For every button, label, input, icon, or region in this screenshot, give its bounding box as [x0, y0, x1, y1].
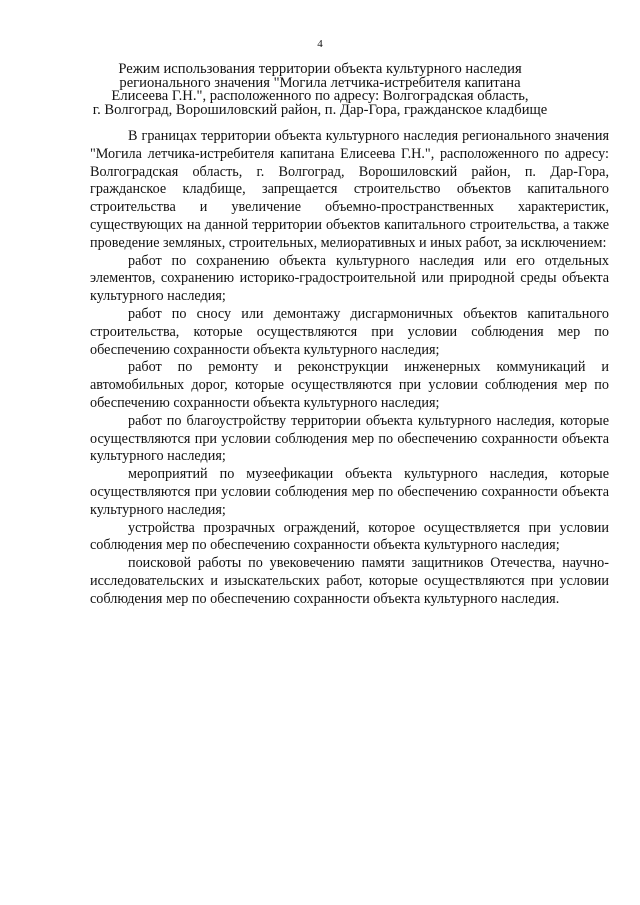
- title-line: регионального значения "Могила летчика-истребителя капитана: [119, 74, 521, 91]
- title-line: г. Волгоград, Ворошиловский район, п. Дар-Гора, гражданское кладбище: [92, 101, 548, 118]
- exception-paragraph: мероприятий по музеефикации объекта культурного наследия, которые осуществляются при условии соблюдения мер по обеспечению сохранности объекта культурного наследия;: [90, 466, 609, 518]
- exception-paragraph: работ по благоустройству территории объекта культурного наследия, которые осуществляются при условии соблюдения мер по обеспечению сохранности объекта культурного наследия;: [90, 412, 609, 465]
- intro-paragraph: В границах территории объекта культурного наследия регионального значения "Могила летчика-истребителя капитана Елисеева Г.Н.", расположенного по адресу: Волгоградская область, г. Волгоград, Ворошиловский район, п. Дар-Гора, гражданское кладбище, запрещается строительство объектов капитального строительства и увеличение объемно-пространственных характеристик, существующих на данной территории объектов капитального строительства, а также проведение земляных, строительных, мелиоративных и иных работ, за исключением:: [90, 128, 609, 251]
- exception-paragraph: устройства прозрачных ограждений, которое осуществляется при условии соблюдения мер по обеспечению сохранности объекта культурного наследия;: [90, 519, 609, 554]
- exception-paragraph: работ по сносу или демонтажу дисгармоничных объектов капитального строительства, которые осуществляются при условии соблюдения мер по обеспечению сохранности объекта культурного наследия;: [90, 305, 609, 358]
- page-number: 4: [317, 38, 323, 50]
- document-body: [90, 128, 609, 609]
- exception-paragraph: работ по ремонту и реконструкции инженерных коммуникаций и автомобильных дорог, которые осуществляются при условии соблюдения мер по обеспечению сохранности объекта культурного наследия;: [90, 359, 609, 411]
- document-title: [60, 63, 580, 117]
- title-line: Елисеева Г.Н.", расположенного по адресу: Волгоградская область,: [111, 88, 529, 105]
- exception-paragraph: поисковой работы по увековечению памяти защитников Отечества, научно-исследовательских и изыскательских работ, которые осуществляются при условии соблюдения мер по обеспечению сохранности объекта культурного наследия.: [90, 555, 609, 607]
- title-line: Режим использования территории объекта культурного наследия: [118, 61, 522, 77]
- exception-paragraph: работ по сохранению объекта культурного наследия или его отдельных элементов, сохранению историко-градостроительной или природной среды объекта культурного наследия;: [90, 252, 609, 305]
